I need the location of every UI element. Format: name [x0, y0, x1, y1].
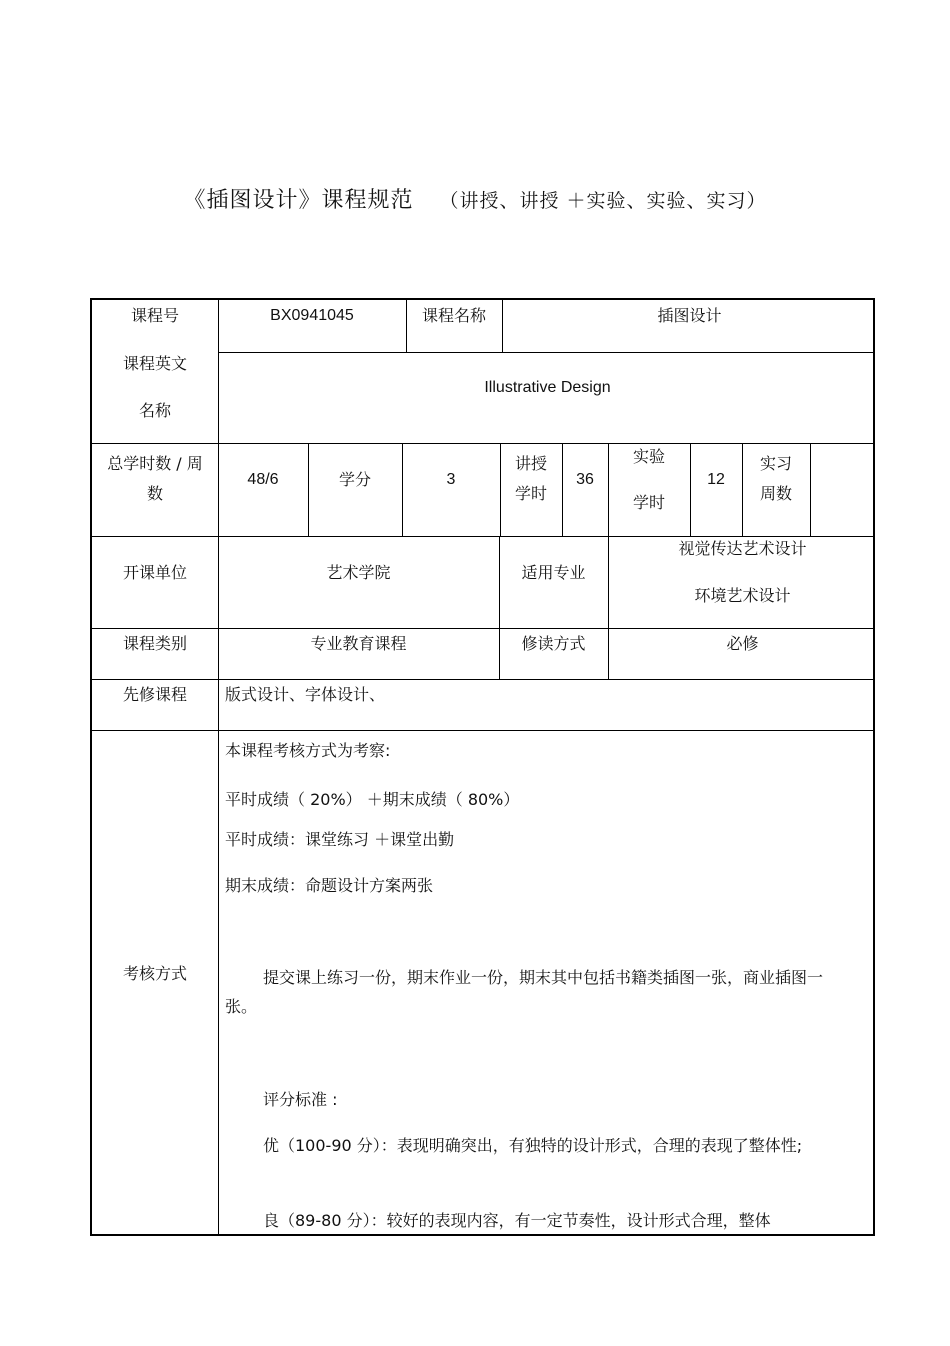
study-mode-value: 必修	[726, 634, 759, 653]
criteria-title: 评分标准 :	[263, 1090, 338, 1109]
row-divider	[92, 730, 873, 731]
lab-hours-value: 12	[707, 471, 725, 488]
total-hours-label-line2: 数	[146, 484, 163, 503]
assessment-label: 考核方式	[122, 964, 187, 983]
lecture-hours-value: 36	[576, 471, 594, 488]
criteria-excellent: 优（100-90 分）：表现明确突出，有独特的设计形式，合理的表现了整体性;	[263, 1136, 803, 1155]
title-main: 《插图设计》课程规范	[183, 188, 414, 213]
row-divider	[92, 536, 873, 537]
total-hours-value: 48/6	[247, 471, 279, 488]
lab-label-line2: 学时	[632, 493, 665, 512]
prerequisite-value: 版式设计、字体设计、	[225, 685, 386, 704]
internship-label-line2: 周数	[759, 484, 792, 503]
column-divider	[499, 536, 500, 679]
english-name-value: Illustrative Design	[484, 379, 611, 396]
row-divider	[92, 628, 873, 629]
unit-label: 开课单位	[122, 563, 187, 582]
major-value-line2: 环境艺术设计	[694, 586, 791, 605]
course-name-label: 课程名称	[421, 306, 486, 325]
study-mode-label: 修读方式	[521, 634, 586, 653]
category-label: 课程类别	[122, 634, 187, 653]
course-no-value: BX0941045	[270, 307, 354, 324]
lecture-label-line2: 学时	[514, 484, 547, 503]
english-name-label-line2: 名称	[138, 401, 171, 420]
unit-value: 艺术学院	[326, 563, 391, 582]
major-value-line1: 视觉传达艺术设计	[678, 539, 807, 558]
course-no-label: 课程号	[130, 306, 179, 325]
assessment-line-method: 本课程考核方式为考察:	[225, 741, 391, 760]
internship-label-line1: 实习	[759, 454, 792, 473]
category-value: 专业教育课程	[310, 634, 407, 653]
total-hours-label-line1: 总学时数 / 周	[107, 454, 203, 473]
assessment-line-weights: 平时成绩（ 20%） ＋期末成绩（ 80%）	[225, 790, 520, 809]
course-name-value: 插图设计	[657, 306, 722, 325]
title-subtitle: （讲授、讲授 ＋实验、实验、实习）	[439, 190, 767, 212]
english-name-label-line1: 课程英文	[122, 354, 187, 373]
assessment-line-final: 期末成绩：命题设计方案两张	[225, 876, 434, 895]
assessment-line-regular: 平时成绩：课堂练习 ＋课堂出勤	[225, 830, 455, 849]
lab-label-line1: 实验	[632, 447, 665, 466]
credit-value: 3	[446, 471, 456, 488]
row-divider	[92, 679, 873, 680]
course-spec-table	[90, 298, 875, 1236]
row-divider	[92, 443, 873, 444]
criteria-good: 良（89-80 分）：较好的表现内容，有一定节奏性，设计形式合理，整体	[263, 1211, 771, 1230]
lecture-label-line1: 讲授	[514, 454, 547, 473]
page-title	[0, 183, 950, 214]
prerequisite-label: 先修课程	[122, 685, 187, 704]
column-divider	[218, 300, 219, 1234]
major-label: 适用专业	[521, 563, 586, 582]
row-divider	[218, 352, 873, 353]
column-divider	[810, 443, 811, 536]
assessment-submission-paragraph: 提交课上练习一份，期末作业一份，期末其中包括书籍类插图一张，商业插图一张。	[225, 968, 824, 1016]
credit-label: 学分	[338, 470, 371, 489]
